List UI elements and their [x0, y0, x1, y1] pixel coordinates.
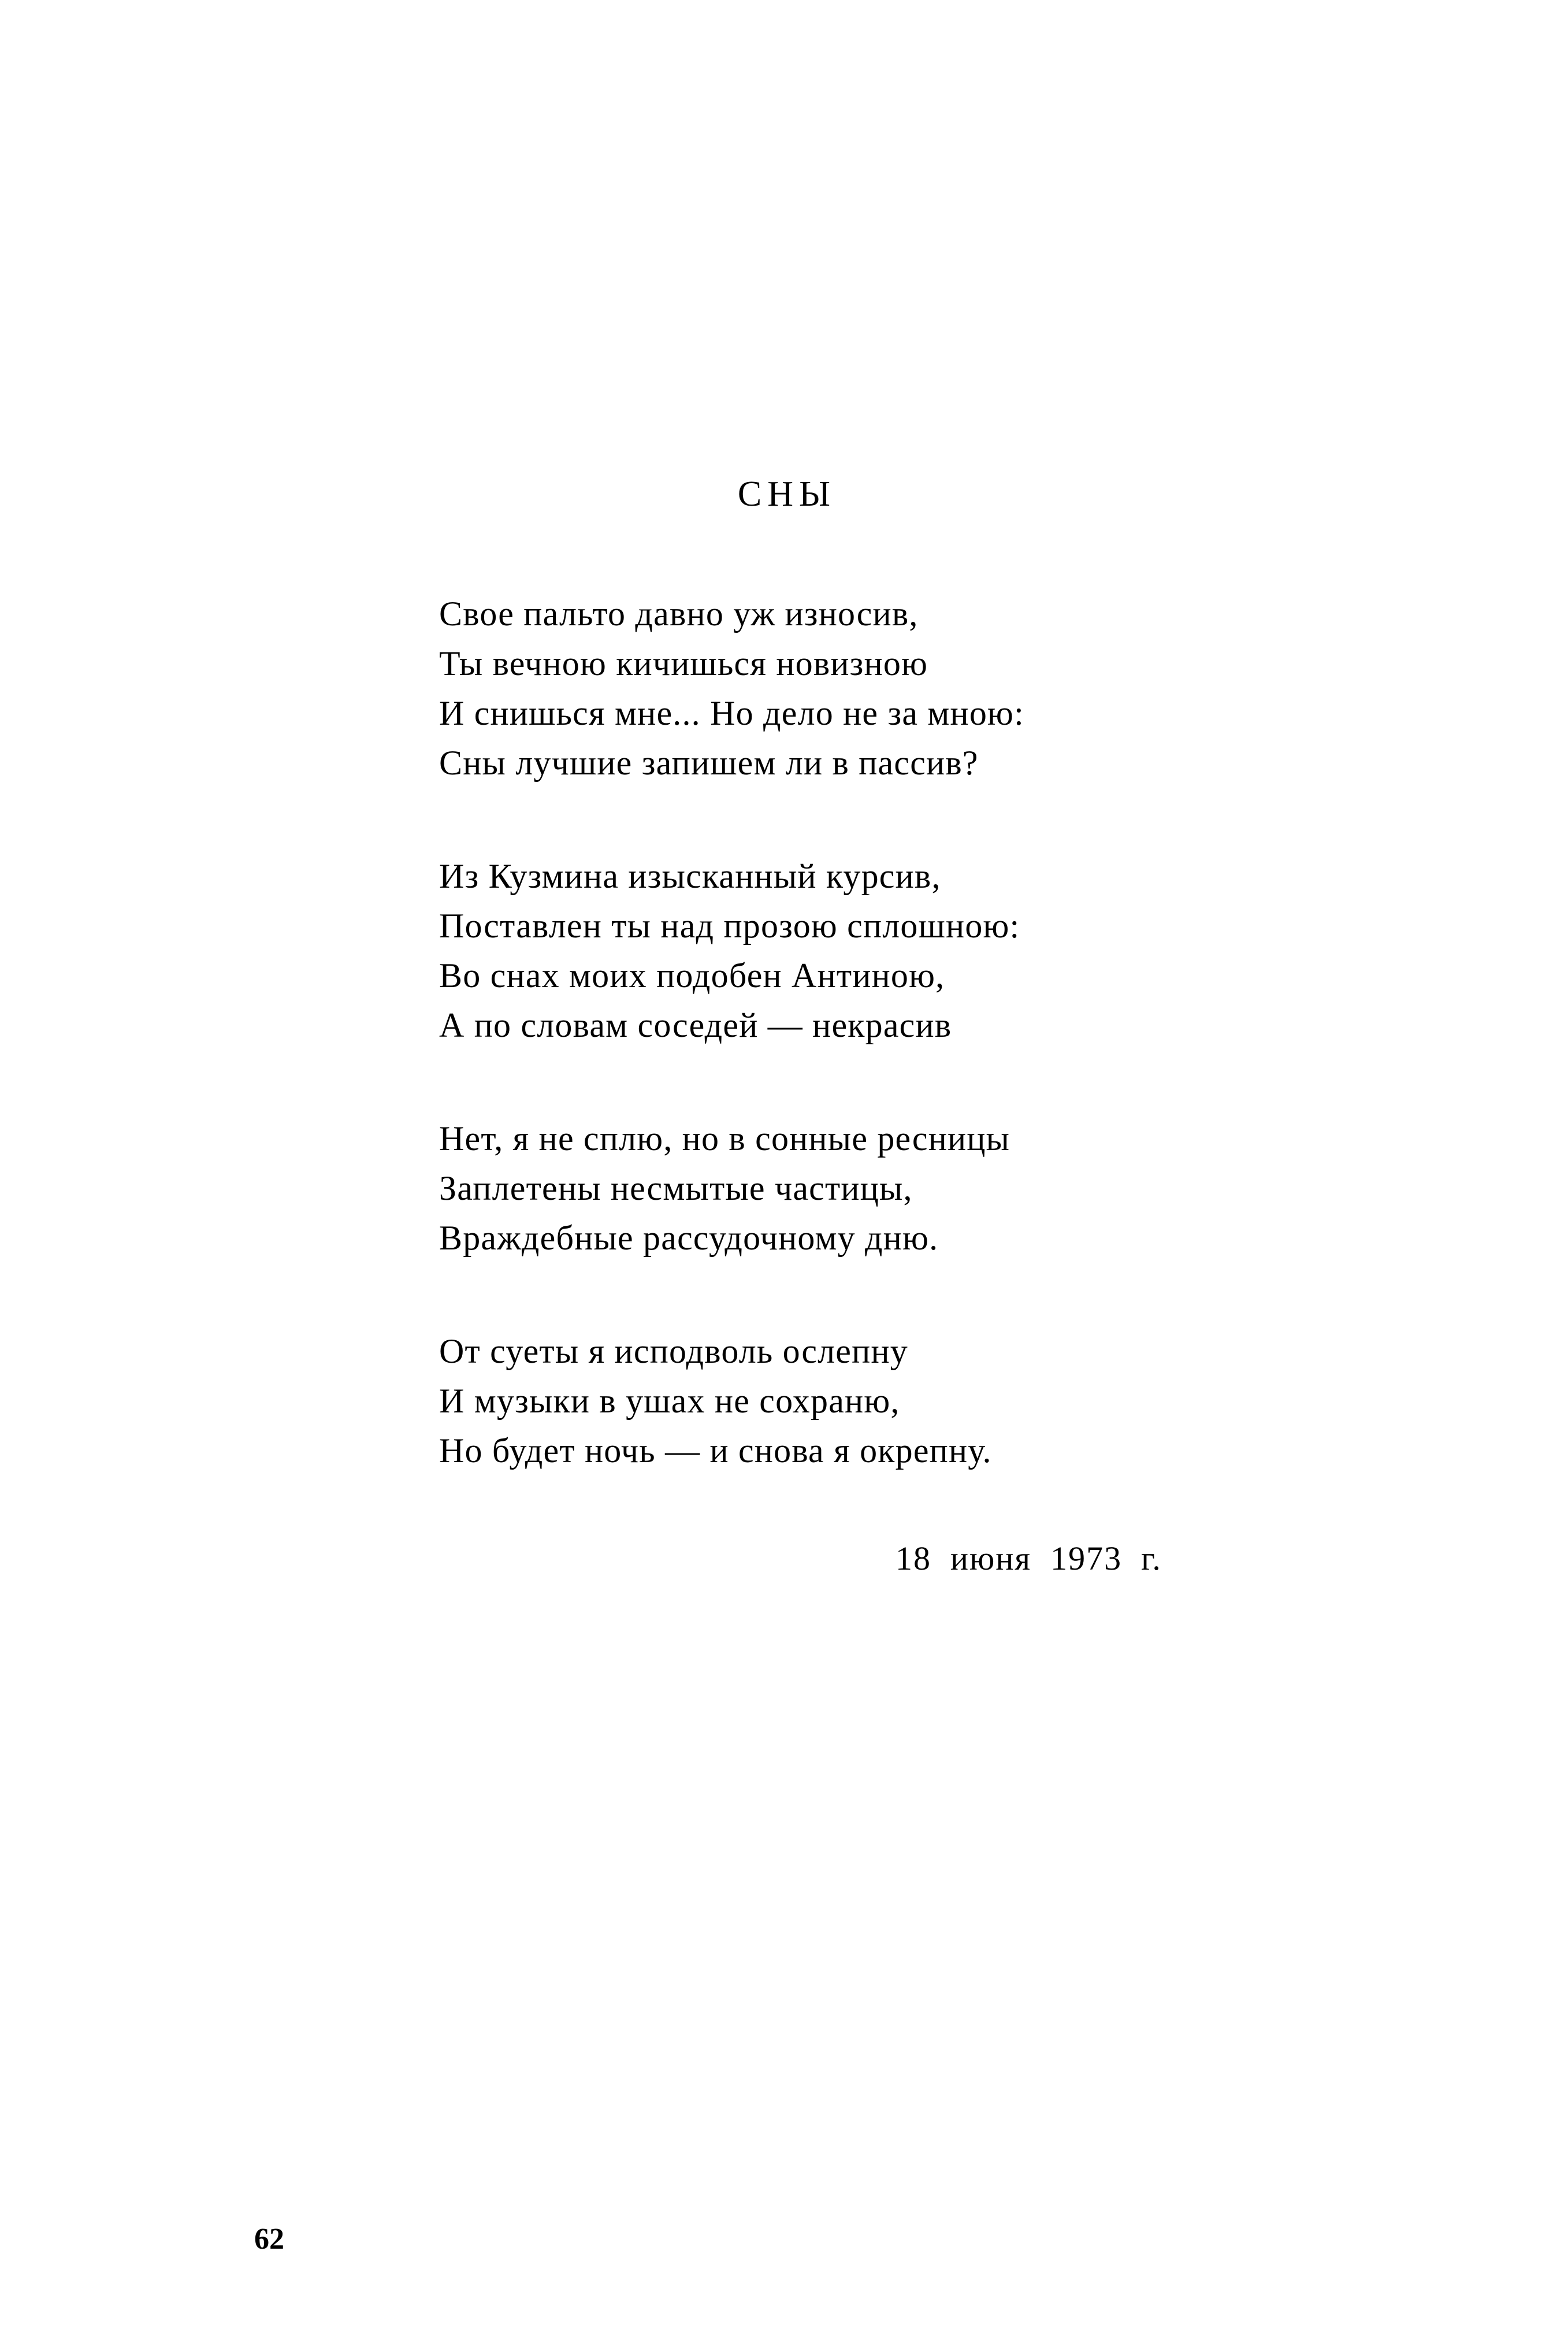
poem-line: И снишься мне... Но дело не за мною: [439, 694, 1024, 732]
poem-body [439, 589, 1568, 1475]
page-number: 62 [254, 2223, 284, 2256]
poem-line: Во снах моих подобен Антиною, [439, 956, 945, 995]
poem-line: А по словам соседей — некрасив [439, 1006, 952, 1044]
stanza [439, 851, 1568, 1050]
poem-line: Враждебные рассудочному дню. [439, 1219, 939, 1257]
poem-line: Нет, я не сплю, но в сонные ресницы [439, 1119, 1010, 1158]
stanza [439, 1326, 1568, 1475]
poem-line: Свое пальто давно уж износив, [439, 595, 919, 633]
poem-line: Сны лучшие запишем ли в пассив? [439, 744, 979, 782]
poem-line: Заплетены несмытые частицы, [439, 1169, 913, 1207]
poem-line: Ты вечною кичишься новизною [439, 644, 928, 683]
stanza [439, 1114, 1568, 1263]
poem-title: СНЫ [737, 474, 837, 514]
poem-line: И музыки в ушах не сохраню, [439, 1382, 900, 1420]
poem-line: Но будет ночь — и снова я окрепну. [439, 1431, 992, 1470]
poem-line: От суеты я исподволь ослепну [439, 1332, 908, 1370]
stanza [439, 589, 1568, 788]
poem-date: 18 июня 1973 г. [896, 1540, 1162, 1577]
poem-line: Поставлен ты над прозою сплошною: [439, 907, 1020, 945]
poem-line: Из Кузмина изысканный курсив, [439, 857, 941, 895]
